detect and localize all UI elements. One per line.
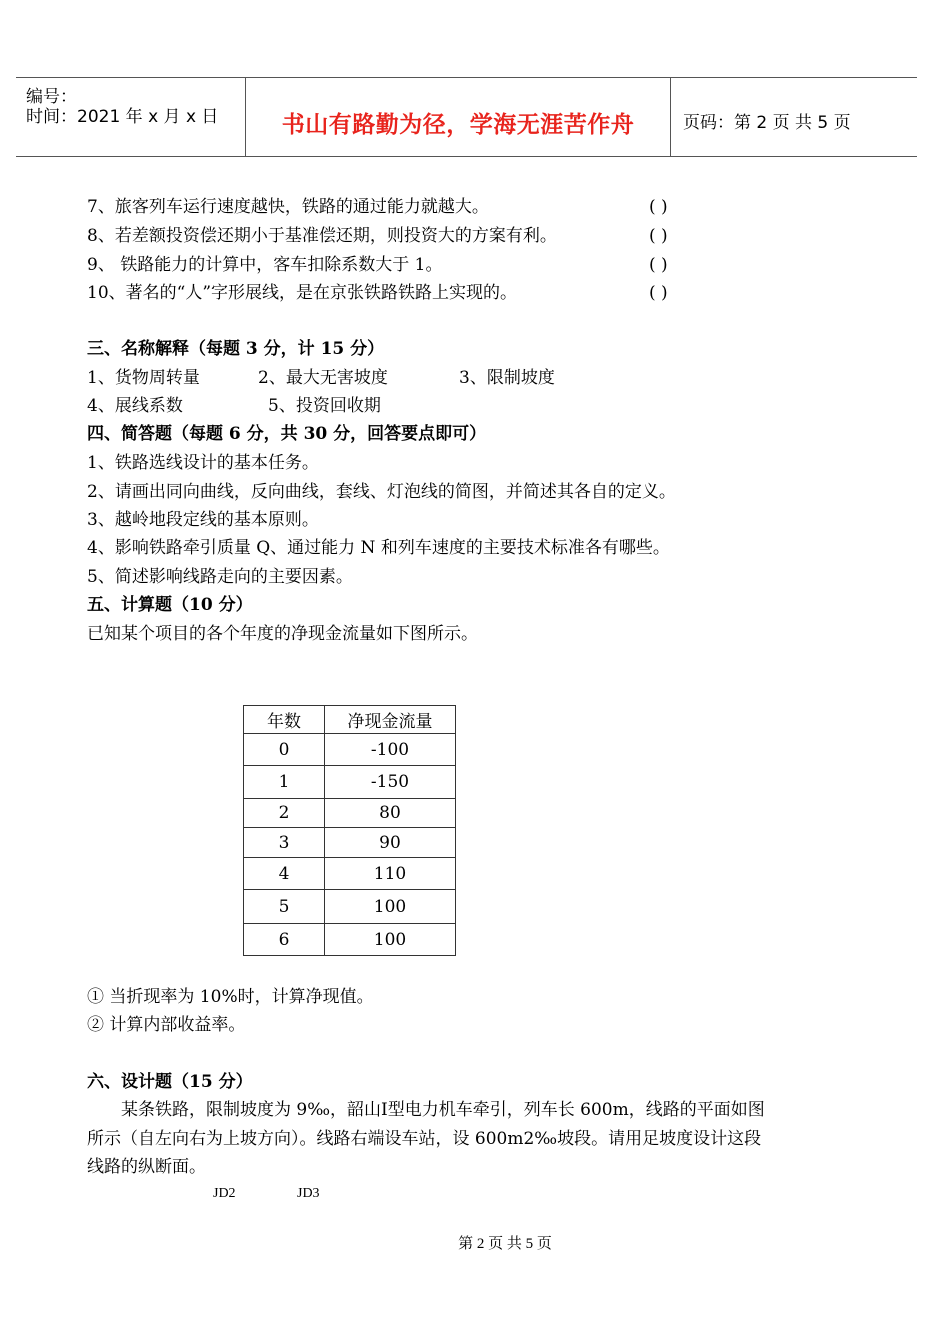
- year-cell: 5: [244, 890, 325, 924]
- header-page-cell: [671, 78, 917, 156]
- year-cell: 2: [244, 799, 325, 828]
- year-cell: 6: [244, 924, 325, 956]
- page-number-label: 页码：第 2 页 共 5 页: [683, 113, 851, 133]
- page-header: [16, 77, 917, 157]
- column-header-year: 年数: [244, 706, 325, 734]
- term-item: 4、展线系数: [87, 396, 183, 416]
- table-row: [244, 858, 456, 890]
- header-info-cell: [16, 78, 246, 156]
- table-row: [244, 890, 456, 924]
- design-paragraph-line: 所示（自左向右为上坡方向）。线路右端设车站，设 600m2‰坡段。请用足坡度设计这段: [87, 1129, 762, 1149]
- table-row: [244, 828, 456, 858]
- tf-question: 7、旅客列车运行速度越快，铁路的通过能力就越大。: [87, 197, 489, 217]
- short-answer-question: 4、影响铁路牵引质量 Q、通过能力 N 和列车速度的主要技术标准各有哪些。: [87, 538, 670, 558]
- table-row: [244, 734, 456, 766]
- tf-answer-blank: ( ): [649, 226, 668, 246]
- year-cell: 3: [244, 828, 325, 858]
- section5-intro: 已知某个项目的各个年度的净现金流量如下图所示。: [87, 624, 478, 644]
- year-cell: 0: [244, 734, 325, 766]
- page-footer: 第 2 页 共 5 页: [458, 1236, 552, 1252]
- section5-title: 五、计算题（10 分）: [87, 595, 253, 615]
- jd-label: JD2: [213, 1186, 236, 1201]
- section3-title: 三、名称解释（每题 3 分，计 15 分）: [87, 339, 385, 359]
- term-item: 5、投资回收期: [268, 396, 381, 416]
- number-label: 编号：: [26, 87, 77, 107]
- jd-label: JD3: [297, 1186, 320, 1201]
- cash-flow-cell: 110: [325, 858, 456, 890]
- term-item: 3、限制坡度: [459, 368, 555, 388]
- design-paragraph-line: 线路的纵断面。: [87, 1157, 206, 1177]
- calc-question: ① 当折现率为 10%时，计算净现值。: [87, 987, 374, 1007]
- term-item: 2、最大无害坡度: [258, 368, 388, 388]
- table-row: [244, 799, 456, 828]
- table-row: [244, 924, 456, 956]
- tf-question: 9、 铁路能力的计算中，客车扣除系数大于 1。: [87, 255, 443, 275]
- cash-flow-cell: 90: [325, 828, 456, 858]
- section6-title: 六、设计题（15 分）: [87, 1072, 253, 1092]
- tf-question: 10、著名的“人”字形展线，是在京张铁路铁路上实现的。: [87, 283, 518, 303]
- header-motto-cell: [246, 78, 671, 156]
- motto: 书山有路勤为径，学海无涯苦作舟: [281, 112, 635, 138]
- section4-title: 四、简答题（每题 6 分，共 30 分，回答要点即可）: [87, 424, 487, 444]
- cash-flow-cell: 100: [325, 890, 456, 924]
- tf-answer-blank: ( ): [649, 197, 668, 217]
- short-answer-question: 3、越岭地段定线的基本原则。: [87, 510, 319, 530]
- short-answer-question: 2、请画出同向曲线，反向曲线，套线、灯泡线的简图，并简述其各自的定义。: [87, 482, 676, 502]
- short-answer-question: 1、铁路选线设计的基本任务。: [87, 453, 319, 473]
- design-paragraph-line: 某条铁路，限制坡度为 9‰，韶山Ⅰ型电力机车牵引，列车长 600m，线路的平面如图: [121, 1100, 765, 1120]
- cash-flow-cell: -150: [325, 766, 456, 799]
- column-header-cash-flow: 净现金流量: [325, 706, 456, 734]
- year-cell: 4: [244, 858, 325, 890]
- calc-question: ② 计算内部收益率。: [87, 1015, 246, 1035]
- tf-question: 8、若差额投资偿还期小于基准偿还期，则投资大的方案有利。: [87, 226, 557, 246]
- tf-answer-blank: ( ): [649, 255, 668, 275]
- cash-flow-cell: 80: [325, 799, 456, 828]
- short-answer-question: 5、简述影响线路走向的主要因素。: [87, 567, 353, 587]
- cash-flow-cell: -100: [325, 734, 456, 766]
- tf-answer-blank: ( ): [649, 283, 668, 303]
- date-label: 时间：2021 年 x 月 x 日: [26, 107, 219, 127]
- term-item: 1、货物周转量: [87, 368, 200, 388]
- cash-flow-table: [243, 705, 456, 956]
- table-row: [244, 766, 456, 799]
- year-cell: 1: [244, 766, 325, 799]
- table-header-row: [244, 706, 456, 734]
- cash-flow-cell: 100: [325, 924, 456, 956]
